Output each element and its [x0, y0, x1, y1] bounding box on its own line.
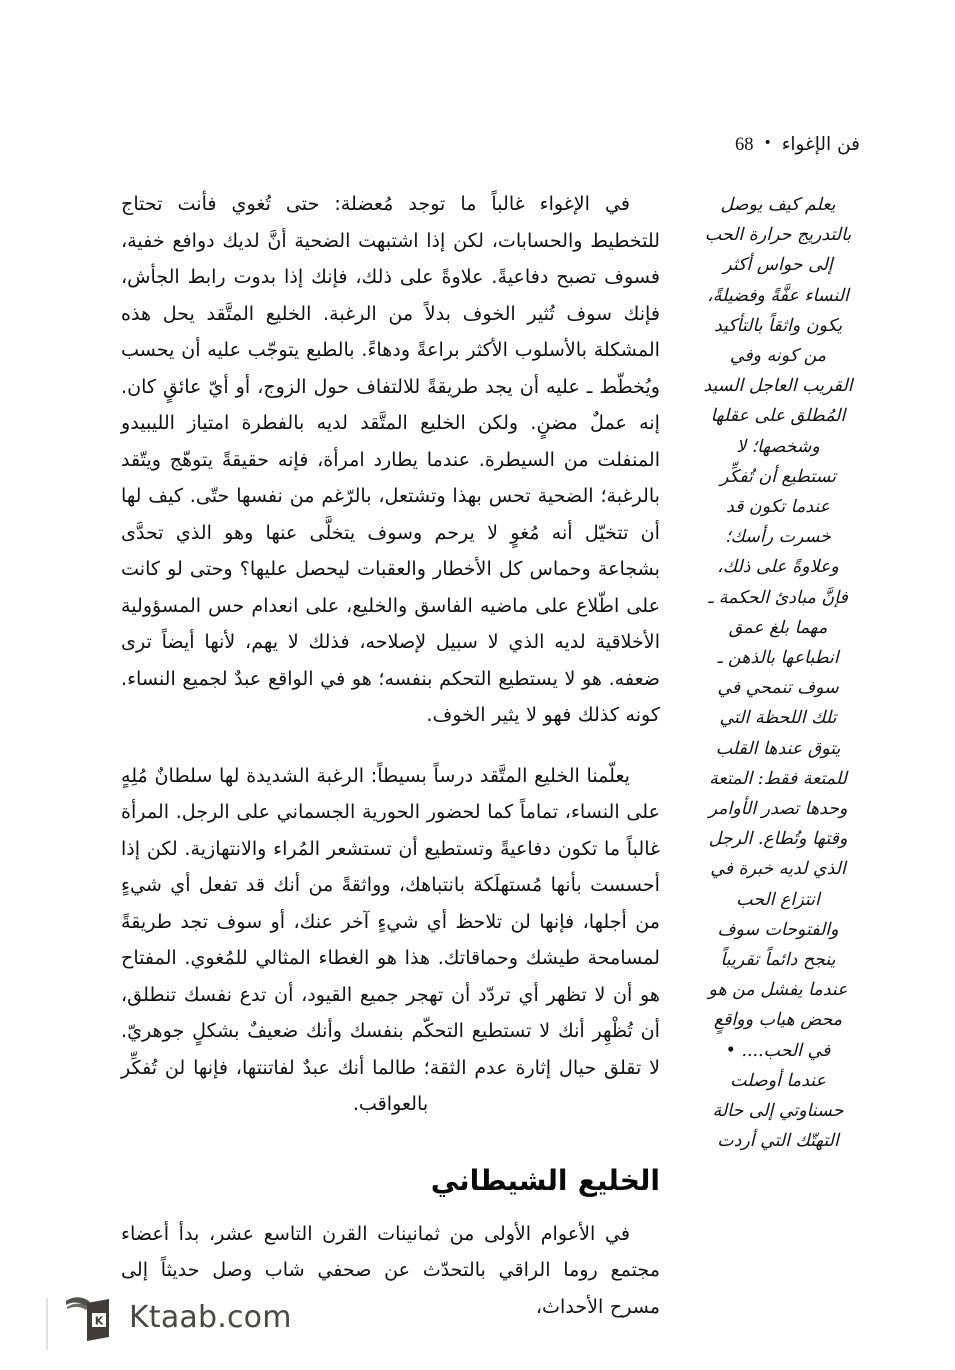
margin-note-line: مهما بلغ عمق	[728, 617, 828, 638]
margin-note-line: القريب العاجل السيد	[703, 376, 853, 397]
margin-note-line: فإنَّ مبادئ الحكمة ـ	[708, 587, 848, 608]
section-heading: الخليع الشيطاني	[430, 1163, 660, 1197]
body-paragraph-3: في الأعوام الأولى من ثمانينات القرن التاسع عشر، بدأ أعضاء مجتمع روما الراقي بالتحدّث عن صحفي شاب وصل حديثاً إلى مسرح الأحداث،	[121, 1221, 660, 1318]
margin-note-line: بالتدريج حرارة الحب	[704, 225, 852, 246]
book-icon	[62, 1290, 118, 1346]
margin-note-line: عندما يفشل من هو	[708, 980, 848, 1001]
margin-note-line: عندما أوصلت	[730, 1070, 826, 1091]
watermark-label: Ktaab.com	[129, 1300, 292, 1335]
margin-note-line: انتزاع الحب	[736, 889, 820, 910]
margin-note-line: محض هياب وواقعٍ	[713, 1010, 843, 1031]
margin-note-line: يعلم كيف يوصل	[720, 195, 836, 215]
margin-note-line: من كونه وفي	[729, 346, 827, 367]
watermark	[62, 1290, 292, 1346]
body-paragraph-2: يعلّمنا الخليع المتَّقد درساً بسيطاً: الرغبة الشديدة لها سلطانٌ مُلِهٍ على النساء، تماماً كما لحضور الحورية الجسماني على الرجل. المرأة غالباً ما تكون دفاعيةً وتستطيع أن تستشعر المُراء والانتهازية. لكن إذا أحسست بأنها مُستهلَكة بانتباهك، وواثقةً من أنك قد تفعل أي شيءٍ من أجلها، فإنها لن تلاحظ أي شيءٍ آخر عنك، أو سوف تجد طريقةً لمسامحة طيشك وحماقاتك. هذا هو الغطاء المثالي للمُغوي. المفتاح هو أن لا تظهر أي تردّد أن تهجر جميع القيود، أن تدع نفسك تنطلق، أن تُظْهِر أنك لا تستطيع التحكّم بنفسك وأنك ضعيفٌ بشكلٍ جوهريّ. لا تقلق حيال إثارة عدم الثقة؛ طالما أنك عبدٌ لفاتنتها، فإنها لن تُفكِّر بالعواقب.	[121, 763, 660, 1115]
margin-note-line: يتوق عندها القلب	[715, 738, 841, 759]
running-head-book-title: فن الإغواء	[781, 134, 860, 155]
margin-note-line: في الحب.... •	[725, 1040, 831, 1061]
margin-note-line: وعلاوةً على ذلك،	[717, 557, 839, 578]
margin-note-line: تلك اللحظة التي	[719, 708, 837, 729]
margin-note-line: خسرت رأسك؛	[725, 527, 831, 548]
page-number: 68	[734, 135, 754, 155]
margin-note-line: التهتّك التي أردت	[717, 1131, 839, 1152]
main-text-column	[121, 186, 660, 1325]
margin-note-line: إلى حواس أكثر	[723, 255, 833, 276]
margin-note-line: للمتعة فقط: المتعة	[709, 768, 847, 789]
running-head	[560, 136, 860, 155]
margin-note-line: والفتوحات سوف	[717, 919, 839, 940]
margin-note-line: وحدها تصدر الأوامر	[708, 799, 848, 820]
margin-note-line: تستطيع أن تُفكِّر	[720, 466, 836, 487]
margin-note-line: عندما تكون قد	[725, 497, 831, 518]
margin-note-line: الذي لديه خبرة في	[710, 859, 846, 880]
margin-note-column	[694, 190, 862, 1157]
margin-note-line: النساء عفَّةً وفضيلةً،	[707, 285, 849, 306]
svg-text:K: K	[94, 1314, 104, 1328]
margin-note-line: انطباعها بالذهن ـ	[717, 648, 839, 669]
running-head-separator-dot: •	[763, 135, 772, 151]
margin-note-line: وقتها وتُطاع. الرجل	[708, 829, 848, 850]
body-paragraph-1: في الإغواء غالباً ما توجد مُعضلة: حتى تُغوي فأنت تحتاج للتخطيط والحسابات، لكن إذا اشتبهت الضحية أنَّ لديك دوافع خفية، فسوف تصبح دفاعيةً. علاوةً على ذلك، فإنك إذا بدوت رابط الجأش، فإنك سوف تُثير الخوف بدلاً من الرغبة. الخليع المتَّقد يحل هذه المشكلة بالأسلوب الأكثر براعةً ودهاءً. بالطبع يتوجّب عليه أن يحسب ويُخطّط ـ عليه أن يجد طريقةً للالتفاف حول الزوج، أو أيّ عائقٍ كان. إنه عملٌ مضنٍ. ولكن الخليع المتَّقد لديه بالفطرة امتياز الليبيدو المنفلت من السيطرة. عندما يطارد امرأة، فإنه حقيقةً يتوهّج ويتّقد بالرغبة؛ الضحية تحس بهذا وتشتعل، بالرّغم من نفسها حتّى. كيف لها أن تتخيّل أنه مُغوٍ لا يرحم وسوف يتخلَّى عنها وهو الذي تحدَّى بشجاعة وحماس كل الأخطار والعقبات ليحصل عليها؟ وحتى لو كانت على اطّلاع على ماضيه الفاسق والخليع، على انعدام حس المسؤولية الأخلاقية لديه الذي لا سبيل لإصلاحه، فذلك لا يهم، لأنها أيضاً ترى ضعفه. هو لا يستطيع التحكم بنفسه؛ هو في الواقع عبدٌ لجميع النساء. كونه كذلك فهو لا يثير الخوف.	[121, 192, 660, 726]
margin-note-line: يكون واثقاً بالتأكيد	[713, 315, 843, 336]
scan-edge-artifact	[46, 1298, 48, 1350]
margin-note-line: المُطلق على عقلها	[710, 406, 846, 427]
margin-note-line: وشخصها؛ لا	[736, 436, 820, 457]
margin-note-line: سوف تنمحي في	[717, 678, 839, 699]
margin-note-line: ينجح دائماً تقريباً	[720, 950, 836, 971]
margin-note-line: حسناوتي إلى حالة	[712, 1101, 844, 1122]
